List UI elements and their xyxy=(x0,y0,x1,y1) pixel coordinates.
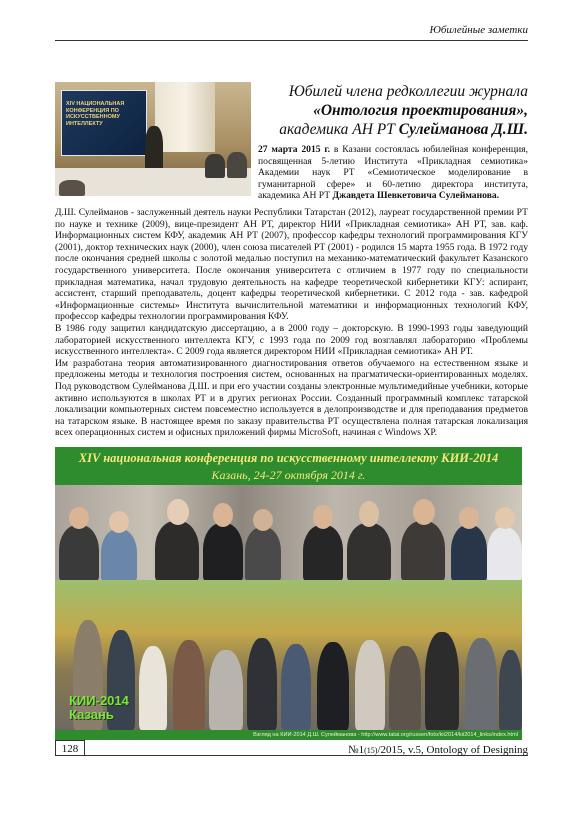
person-figure xyxy=(451,525,487,581)
speaker-figure xyxy=(145,126,163,172)
person-head xyxy=(359,501,379,527)
person-figure xyxy=(245,527,281,581)
conference-banner xyxy=(55,447,522,485)
person-head xyxy=(313,505,333,529)
body-paragraph-2: В 1986 году защитил кандидатскую диссертацию, а в 2000 году – докторскую. В 1990-1993 годы заведующий лабораторией искусственного интеллекта КГУ, с 1993 года по 2009 год возглавлял лабораторию «Проблемы искусственного интеллекта». С 2009 года является директором НИИ «Прикладная семиотика» АН РТ. xyxy=(55,322,528,358)
person-figure xyxy=(139,646,167,730)
person-figure xyxy=(281,644,311,730)
person-figure xyxy=(155,521,199,581)
collage-caption: Взгляд на КИИ-2014 Д.Ш. Сулейманова - http://www.tatai.org/russen/foto/kii2014/kii2014_links/index.html xyxy=(55,730,522,740)
attendee-figure xyxy=(205,154,225,178)
person-head xyxy=(413,499,435,525)
title-line-1: Юбилей члена редколлегии журнала xyxy=(288,83,528,100)
body-paragraph-3: Им разработана теория автоматизированного диагностирования ответов обучаемого на естественном языке и предложены методы и технология построения систем, основанных на прагматически-ориентированных моделях. Под руководством Сулейманова Д.Ш. и при его участии созданы электронные мультимедийные учебники, которые активно используются в школах РТ и в других регионах России. Созданный программный комплекс татарской локализации компьютерных систем повсеместно используется в делопроизводстве и для преподавания предметов на татарском языке. В настоящее время по заказу правительства РТ осуществлена полная татарская локализация всех операционных систем и офисных приложений фирмы MicroSoft, начиная с Windows XP. xyxy=(55,357,528,439)
person-figure xyxy=(203,523,243,581)
person-figure xyxy=(401,521,445,581)
person-figure xyxy=(347,523,391,581)
section-label: Юбилейные заметки xyxy=(429,24,528,36)
person-figure xyxy=(247,638,277,730)
person-head xyxy=(253,509,273,531)
person-figure xyxy=(303,525,343,581)
lead-text: в Казани состоялась юбилейная конференция, посвященная 5-летию Института «Прикладная семиотика» Академии наук РТ «Семиотическое моделирование в гуманитарной сфере» и 60-летию директора института, академика АН РТ xyxy=(258,144,528,202)
projector-screen-text: XIV НАЦИОНАЛЬНАЯ КОНФЕРЕНЦИЯ ПО ИСКУССТВЕННОМУ ИНТЕЛЛЕКТУ xyxy=(66,101,125,127)
article-body xyxy=(55,207,528,439)
person-head xyxy=(167,499,189,525)
journal-issue: (15) xyxy=(364,746,378,755)
journal-reference xyxy=(348,744,528,756)
lead-date: 27 марта 2015 г. xyxy=(258,144,331,155)
conference-dates: Казань, 24-27 октября 2014 г. xyxy=(211,468,366,482)
person-figure xyxy=(487,527,522,581)
person-figure xyxy=(59,525,99,581)
collage-tag xyxy=(69,694,129,722)
person-figure xyxy=(499,650,522,730)
projector-screen xyxy=(61,90,147,156)
person-figure xyxy=(101,529,137,581)
person-head xyxy=(495,507,515,529)
page-number: 128 xyxy=(55,740,85,756)
header-rule xyxy=(55,40,528,41)
person-head xyxy=(69,507,89,529)
person-figure xyxy=(317,642,349,730)
person-figure xyxy=(425,632,459,730)
person-head xyxy=(213,503,233,527)
article-title xyxy=(273,82,528,139)
person-figure xyxy=(173,640,205,730)
lead-paragraph xyxy=(258,144,528,202)
person-head xyxy=(109,511,129,533)
conference-photo-collage xyxy=(55,485,522,730)
conference-title: XIV национальная конференция по искусственному интеллекту КИИ-2014 xyxy=(78,451,499,465)
collage-tag-line-2: Казань xyxy=(69,707,114,722)
person-figure xyxy=(355,640,385,730)
attendee-figure xyxy=(227,152,247,178)
person-figure xyxy=(389,646,421,730)
attendee-figure xyxy=(59,180,85,196)
collage-tag-line-1: КИИ-2014 xyxy=(69,693,129,708)
person-figure xyxy=(209,650,243,730)
journal-volume: /2015, v.5, Ontology of Designing xyxy=(377,744,528,756)
title-line-3-prefix: академика АН РТ xyxy=(279,121,399,138)
title-line-2: «Онтология проектирования», xyxy=(313,102,528,119)
title-line-3-name: Сулейманова Д.Ш. xyxy=(398,121,528,138)
conference-hall-photo xyxy=(55,82,251,196)
body-paragraph-1: Д.Ш. Сулейманов - заслуженный деятель науки Республики Татарстан (2012), лауреат государственной премии РТ по науке и технике (2009), вице-президент АН РТ, директор НИИ «Прикладная семиотика» АН РТ, зав. каф. Информационных систем КФУ, академик АН РТ (2007), профессор кафедры технологий программирования КГУ (2001), доктор технических наук (2000), член союза писателей РТ (2001) - родился 15 марта 1955 года. В 1972 году после окончания средней школы с золотой медалью поступил на механико-математический факультет Казанского государственного университета. После окончания университета с отличием в 1977 году по специальности прикладная математика, начал трудовую деятельность на кафедре теоретической кибернетики КГУ: аспирант, ассистент, старший преподаватель, доцент кафедры теоретической кибернетики. С 2012 года - зав. кафедрой «Информационные системы» Института вычислительной математики и информационных технологий КФУ, профессор кафедры технологии программирования КФУ. xyxy=(55,207,528,323)
window-curtain xyxy=(155,82,215,152)
collage-top-photos xyxy=(55,485,522,580)
lead-name: Джавдета Шевкетовича Сулейманова. xyxy=(332,190,500,202)
journal-number: №1 xyxy=(348,744,365,756)
person-figure xyxy=(465,638,497,730)
person-head xyxy=(459,507,479,529)
